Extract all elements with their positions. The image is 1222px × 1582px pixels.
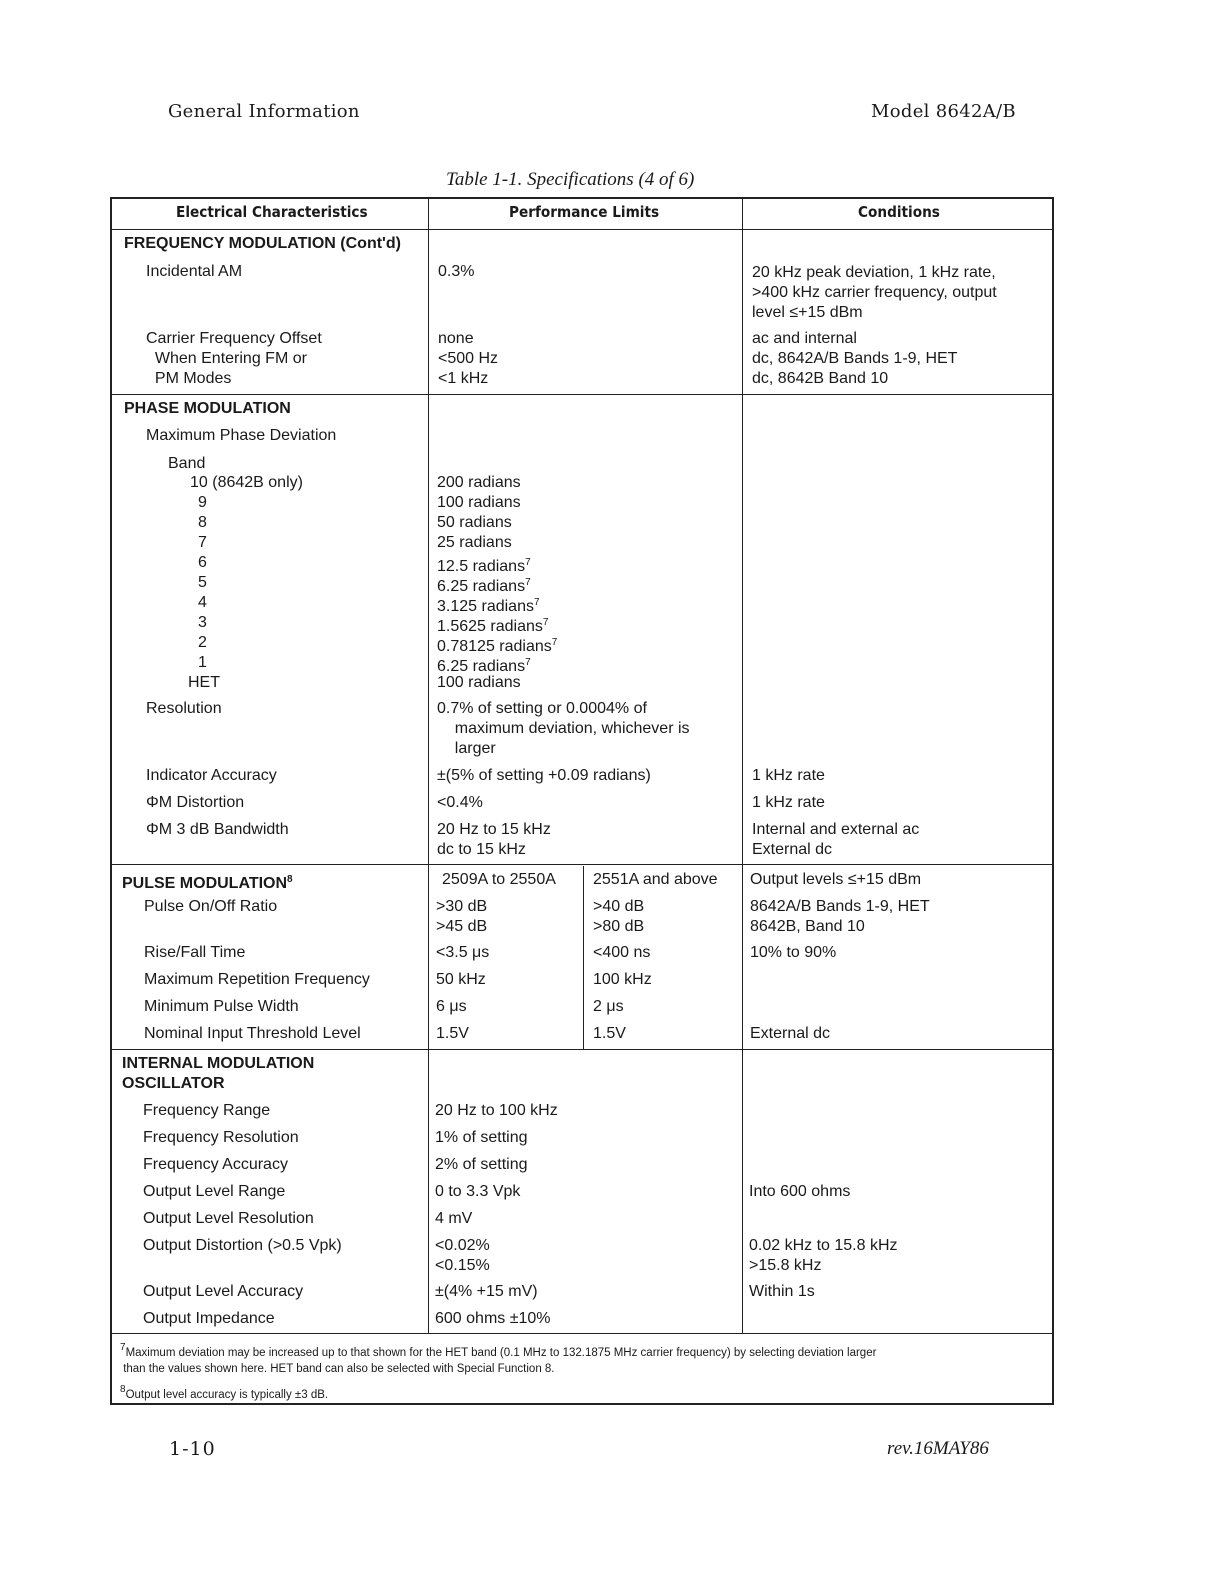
pulse-row-label: Rise/Fall Time [144, 944, 246, 961]
osc-row-label: Output Impedance [143, 1310, 275, 1327]
section-rule-notes [112, 1333, 1052, 1334]
pulse-row-value-b: <400 ns [593, 944, 651, 961]
header-rule [112, 229, 1052, 230]
pm-bandwidth-label: ΦM 3 dB Bandwidth [146, 821, 289, 838]
col-header-limits: Performance Limits [509, 203, 660, 221]
section-rule-pulse [112, 864, 1052, 865]
footnote-8: 8Output level accuracy is typically ±3 dB. [120, 1384, 329, 1401]
band-item: 4 [198, 594, 207, 611]
footnote-mark: 7 [551, 637, 558, 648]
indicator-accuracy-limit: ±(5% of setting +0.09 radians) [437, 767, 651, 784]
osc-row-limit: 2% of setting [435, 1156, 528, 1173]
col-header-characteristics: Electrical Characteristics [176, 203, 368, 221]
osc-row-label: Output Distortion (>0.5 Vpk) [143, 1237, 342, 1254]
osc-row-label: Output Level Resolution [143, 1210, 314, 1227]
pulse-row-value-a: 50 kHz [436, 971, 486, 988]
col-header-conditions: Conditions [858, 203, 940, 221]
band-item: 7 [198, 534, 207, 551]
col-divider-1 [428, 199, 429, 1334]
osc-row-limit: 1% of setting [435, 1129, 528, 1146]
osc-row-label: Frequency Resolution [143, 1129, 299, 1146]
osc-row-label: Output Level Accuracy [143, 1283, 304, 1300]
section-rule-pm [112, 394, 1052, 395]
max-phase-dev-label: Maximum Phase Deviation [146, 427, 337, 444]
pm-resolution-label: Resolution [146, 700, 222, 717]
revision-date: rev.16MAY86 [887, 1438, 989, 1459]
pulse-row-value-a: >30 dB >45 dB [436, 898, 488, 935]
pulse-row-label: Minimum Pulse Width [144, 998, 299, 1015]
osc-row-condition: Within 1s [749, 1283, 815, 1300]
band-item: 9 [198, 494, 207, 511]
carrier-offset-conditions: ac and internal dc, 8642A/B Bands 1-9, HET dc, 8642B Band 10 [752, 330, 958, 387]
pulse-row-value-a: <3.5 μs [436, 944, 490, 961]
pulse-row-value-a: 1.5V [436, 1025, 469, 1042]
indicator-accuracy-condition: 1 kHz rate [752, 767, 825, 784]
indicator-accuracy-label: Indicator Accuracy [146, 767, 277, 784]
band-label: Band [168, 455, 206, 472]
pm-distortion-label: ΦM Distortion [146, 794, 245, 811]
osc-row-limit: 4 mV [435, 1210, 473, 1227]
osc-row-condition: Into 600 ohms [749, 1183, 851, 1200]
table-caption: Table 1-1. Specifications (4 of 6) [446, 169, 695, 190]
page-number: 1-10 [169, 1438, 216, 1460]
band-item: 5 [198, 574, 207, 591]
deviation-item: 100 radians [437, 494, 521, 511]
band-item: 1 [198, 654, 207, 671]
deviation-item: 50 radians [437, 514, 512, 531]
osc-row-label: Output Level Range [143, 1183, 286, 1200]
deviation-item: 100 radians [437, 674, 521, 691]
band-item: 2 [198, 634, 207, 651]
pulse-row-value-b: 2 μs [593, 998, 624, 1015]
section-rule-osc [112, 1049, 1052, 1050]
pm-distortion-condition: 1 kHz rate [752, 794, 825, 811]
col-divider-2 [742, 199, 743, 1334]
pulse-col-b-header: 2551A and above [593, 871, 718, 888]
band-item: 6 [198, 554, 207, 571]
deviation-item: 200 radians [437, 474, 521, 491]
osc-row-limit: <0.02% <0.15% [435, 1237, 490, 1274]
deviation-item: 0.78125 radians$^7$ [437, 637, 558, 655]
pm-resolution-limit: 0.7% of setting or 0.0004% of maximum deviation, whichever is larger [437, 700, 690, 757]
osc-row-limit: ±(4% +15 mV) [435, 1283, 538, 1300]
pulse-row-condition: 10% to 90% [750, 944, 837, 961]
footnote-mark: 7 [525, 557, 531, 568]
incidental-am-conditions: 20 kHz peak deviation, 1 kHz rate, >400 kHz carrier frequency, output level ≤+15 dBm [752, 264, 997, 321]
footnote-mark: 7 [525, 657, 531, 668]
deviation-item: 6.25 radians$^7$ [437, 657, 531, 675]
pulse-row-condition: 8642A/B Bands 1-9, HET 8642B, Band 10 [750, 898, 930, 935]
carrier-offset-label: Carrier Frequency Offset When Entering FM or PM Modes [146, 330, 322, 387]
deviation-item: 3.125 radians$^7$ [437, 597, 540, 615]
pulse-row-label: Nominal Input Threshold Level [144, 1025, 361, 1042]
pulse-col-a-header: 2509A to 2550A [442, 871, 556, 888]
pm-distortion-limit: <0.4% [437, 794, 483, 811]
band-item: 3 [198, 614, 207, 631]
pulse-row-value-b: >40 dB >80 dB [593, 898, 645, 935]
pulse-row-condition: External dc [750, 1025, 831, 1042]
osc-row-label: Frequency Accuracy [143, 1156, 288, 1173]
fm-section-title: FREQUENCY MODULATION (Cont'd) [124, 235, 401, 252]
carrier-offset-limits: none <500 Hz <1 kHz [438, 330, 499, 387]
deviation-item: 6.25 radians$^7$ [437, 577, 531, 595]
pulse-col-divider [583, 866, 584, 1050]
pulse-row-label: Maximum Repetition Frequency [144, 971, 370, 988]
incidental-am-limit: 0.3% [438, 263, 475, 280]
pm-section-title: PHASE MODULATION [124, 400, 291, 417]
pulse-row-value-b: 100 kHz [593, 971, 652, 988]
osc-row-label: Frequency Range [143, 1102, 271, 1119]
incidental-am-label: Incidental AM [146, 263, 243, 280]
footnote-mark: 7 [525, 577, 531, 588]
header-model: Model 8642A/B [871, 101, 1016, 122]
band-item: HET [188, 674, 220, 691]
osc-section-title: INTERNAL MODULATION OSCILLATOR [122, 1055, 315, 1092]
specifications-table [110, 197, 1054, 1405]
osc-row-condition: 0.02 kHz to 15.8 kHz >15.8 kHz [749, 1237, 898, 1274]
footnote-mark: 7 [542, 617, 549, 628]
deviation-item: 1.5625 radians$^7$ [437, 617, 549, 635]
band-item: 10 (8642B only) [190, 474, 303, 491]
pm-bandwidth-limits: 20 Hz to 15 kHz dc to 15 kHz [437, 821, 551, 858]
deviation-item: 25 radians [437, 534, 512, 551]
pulse-row-value-b: 1.5V [593, 1025, 626, 1042]
pulse-row-label: Pulse On/Off Ratio [144, 898, 278, 915]
pulse-condition-header: Output levels ≤+15 dBm [750, 871, 922, 888]
osc-row-limit: 600 ohms ±10% [435, 1310, 551, 1327]
osc-row-limit: 0 to 3.3 Vpk [435, 1183, 521, 1200]
footnote-mark: 7 [533, 597, 540, 608]
deviation-item: 12.5 radians$^7$ [437, 557, 531, 575]
pm-bandwidth-conditions: Internal and external ac External dc [752, 821, 920, 858]
osc-row-limit: 20 Hz to 100 kHz [435, 1102, 558, 1119]
band-item: 8 [198, 514, 207, 531]
header-section-title: General Information [168, 101, 360, 122]
pulse-row-value-a: 6 μs [436, 998, 467, 1015]
pulse-section-title: PULSE MODULATION$^8$ [122, 874, 293, 892]
footnote-7: 7Maximum deviation may be increased up to that shown for the HET band (0.1 MHz to 132.1875 MHz carrier frequency) by selecting deviation larger than the values shown here. HET band can also be selected with Special Function 8. [120, 1342, 877, 1375]
